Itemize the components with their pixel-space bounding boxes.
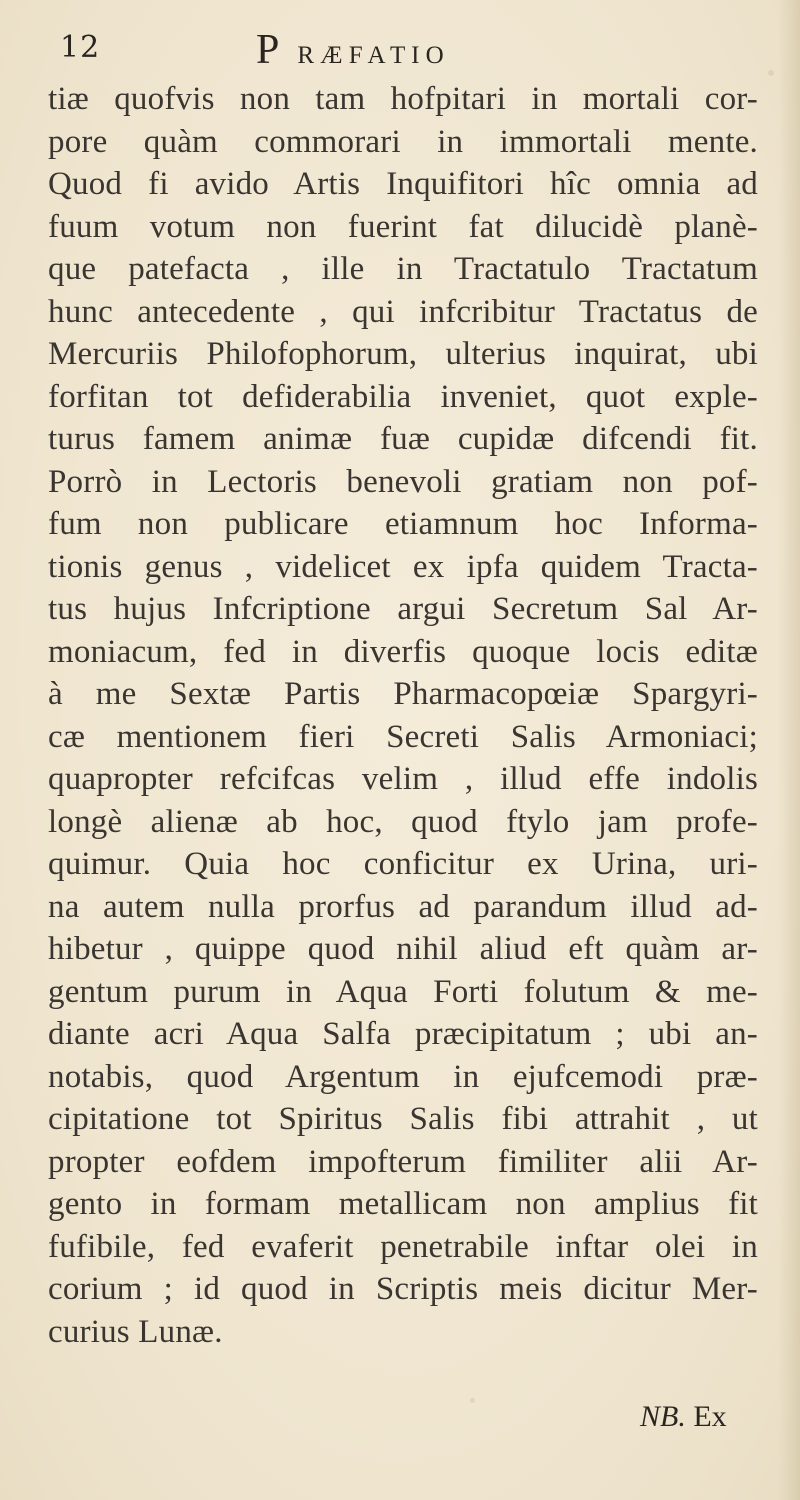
text-line: tionis genus , videlicet ex ipfa quidem Tracta- xyxy=(48,548,758,585)
text-line: fufibile, fed evaferit penetrabile inftar olei in xyxy=(48,1228,758,1265)
text-line: à me Sextæ Partis Pharmacopœiæ Spargyri- xyxy=(48,676,758,712)
text-line: moniacum, fed in diverfis quoque locis editæ xyxy=(48,633,758,670)
catchword-plain: Ex xyxy=(685,1400,727,1433)
body-text xyxy=(48,78,758,1353)
text-line: forfitan tot defiderabilia inveniet, quot exple- xyxy=(48,378,758,415)
paper-foxing-spot xyxy=(768,70,774,76)
text-line: quimur. Quia hoc conficitur ex Urina, uri- xyxy=(48,846,758,882)
text-line: corium ; id quod in Scriptis meis dicitur Mer- xyxy=(48,1271,758,1307)
text-line: diante acri Aqua Salfa præcipitatum ; ubi an- xyxy=(48,1016,758,1052)
text-line: hibetur , quippe quod nihil aliud eft quàm ar- xyxy=(48,931,758,967)
running-title xyxy=(256,26,444,74)
text-line: fuum votum non fuerint fat dilucidè planè- xyxy=(48,208,758,245)
catchword xyxy=(640,1400,727,1434)
text-line: tiæ quofvis non tam hofpitari in mortali cor- xyxy=(48,81,758,117)
text-line: pore quàm commorari in immortali mente. xyxy=(48,123,758,160)
text-line: turus famem animæ fuæ cupidæ difcendi fit. xyxy=(48,421,758,457)
catchword-italic: NB. xyxy=(640,1400,686,1433)
text-line: tus hujus Infcriptione argui Secretum Sal Ar- xyxy=(48,591,758,627)
text-line: Porrò in Lectoris benevoli gratiam non pof- xyxy=(48,463,758,500)
running-title-initial: P xyxy=(256,27,280,73)
text-line: curius Lunæ. xyxy=(48,1313,223,1350)
text-line: hunc antecedente , qui infcribitur Tractatus de xyxy=(48,293,758,330)
text-line: Quod fi avido Artis Inquifitori hîc omnia ad xyxy=(48,166,758,202)
text-line: notabis, quod Argentum in ejufcemodi præ- xyxy=(48,1058,758,1095)
text-line: quapropter refcifcas velim , illud effe indolis xyxy=(48,761,758,797)
text-line: cæ mentionem fieri Secreti Salis Armoniaci; xyxy=(48,718,758,755)
text-line: Mercuriis Philofophorum, ulterius inquirat, ubi xyxy=(48,336,758,372)
page-header xyxy=(60,26,780,76)
text-line: gento in formam metallicam non amplius fit xyxy=(48,1186,758,1222)
text-line: gentum purum in Aqua Forti folutum & me- xyxy=(48,973,758,1010)
text-line: na autem nulla prorfus ad parandum illud ad- xyxy=(48,888,758,925)
text-line: que patefacta , ille in Tractatulo Tractatum xyxy=(48,251,758,287)
page-edge-shadow xyxy=(778,0,800,1500)
text-line: fum non publicare etiamnum hoc Informa- xyxy=(48,506,758,542)
text-line: propter eofdem impofterum fimiliter alii Ar- xyxy=(48,1143,758,1180)
text-line: cipitatione tot Spiritus Salis fibi attrahit , ut xyxy=(48,1101,758,1137)
page-number: 12 xyxy=(60,30,101,65)
paper-foxing-spot xyxy=(470,1398,475,1403)
text-line: longè alienæ ab hoc, quod ftylo jam profe- xyxy=(48,803,758,840)
running-title-rest: R Æ F A T I O xyxy=(297,42,444,69)
